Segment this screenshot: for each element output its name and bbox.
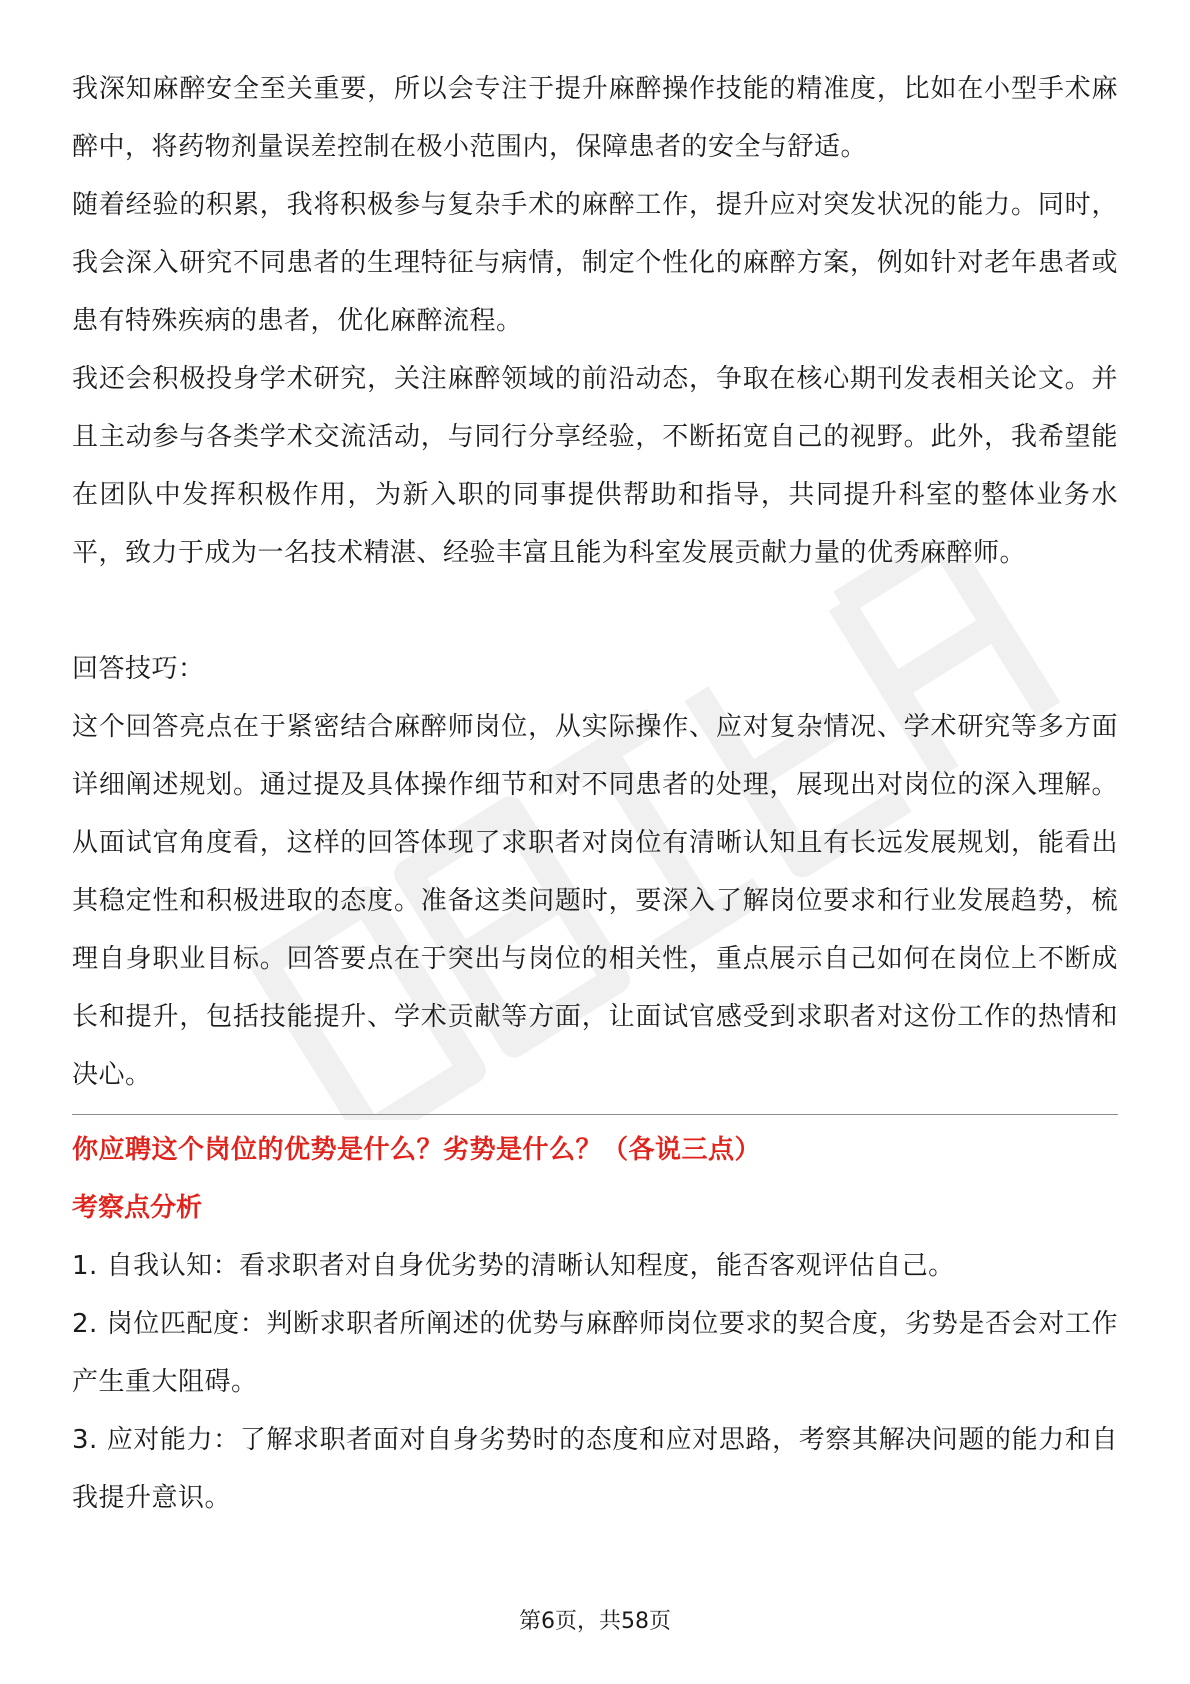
page-number: 第6页，共58页: [519, 1609, 671, 1634]
analysis-point: 1. 自我认知：看求职者对自身优劣势的清晰认知程度，能否客观评估自己。: [72, 1251, 955, 1281]
analysis-heading: 考察点分析: [72, 1193, 203, 1223]
body-paragraph: 随着经验的积累，我将积极参与复杂手术的麻醉工作，提升应对突发状况的能力。同时，我会深入研究不同患者的生理特征与病情，制定个性化的麻醉方案，例如针对老年患者或患有特殊疾病的患者，优化麻醉流程。: [72, 190, 1118, 336]
tips-paragraph: 这个回答亮点在于紧密结合麻醉师岗位，从实际操作、应对复杂情况、学术研究等多方面详细阐述规划。通过提及具体操作细节和对不同患者的处理，展现出对岗位的深入理解。从面试官角度看，这样的回答体现了求职者对岗位有清晰认知且有长远发展规划，能看出其稳定性和积极进取的态度。准备这类问题时，要深入了解岗位要求和行业发展趋势，梳理自身职业目标。回答要点在于突出与岗位的相关性，重点展示自己如何在岗位上不断成长和提升，包括技能提升、学术贡献等方面，让面试官感受到求职者对这份工作的热情和决心。: [72, 712, 1118, 1090]
body-paragraph: 我深知麻醉安全至关重要，所以会专注于提升麻醉操作技能的精准度，比如在小型手术麻醉中，将药物剂量误差控制在极小范围内，保障患者的安全与舒适。: [72, 74, 1118, 162]
spacer: [72, 582, 1118, 640]
analysis-point: 2. 岗位匹配度：判断求职者所阐述的优势与麻醉师岗位要求的契合度，劣势是否会对工作产生重大阻碍。: [72, 1309, 1118, 1397]
question-title: 你应聘这个岗位的优势是什么？劣势是什么？（各说三点）: [72, 1135, 762, 1165]
body-paragraph: 我还会积极投身学术研究，关注麻醉领域的前沿动态，争取在核心期刊发表相关论文。并且主动参与各类学术交流活动，与同行分享经验，不断拓宽自己的视野。此外，我希望能在团队中发挥积极作用，为新入职的同事提供帮助和指导，共同提升科室的整体业务水平，致力于成为一名技术精湛、经验丰富且能为科室发展贡献力量的优秀麻醉师。: [72, 364, 1118, 568]
section-divider: [72, 1114, 1118, 1115]
page-content: [72, 60, 1118, 1527]
analysis-point: 3. 应对能力：了解求职者面对自身劣势时的态度和应对思路，考察其解决问题的能力和自我提升意识。: [72, 1425, 1118, 1513]
tips-heading: 回答技巧：: [72, 654, 205, 684]
